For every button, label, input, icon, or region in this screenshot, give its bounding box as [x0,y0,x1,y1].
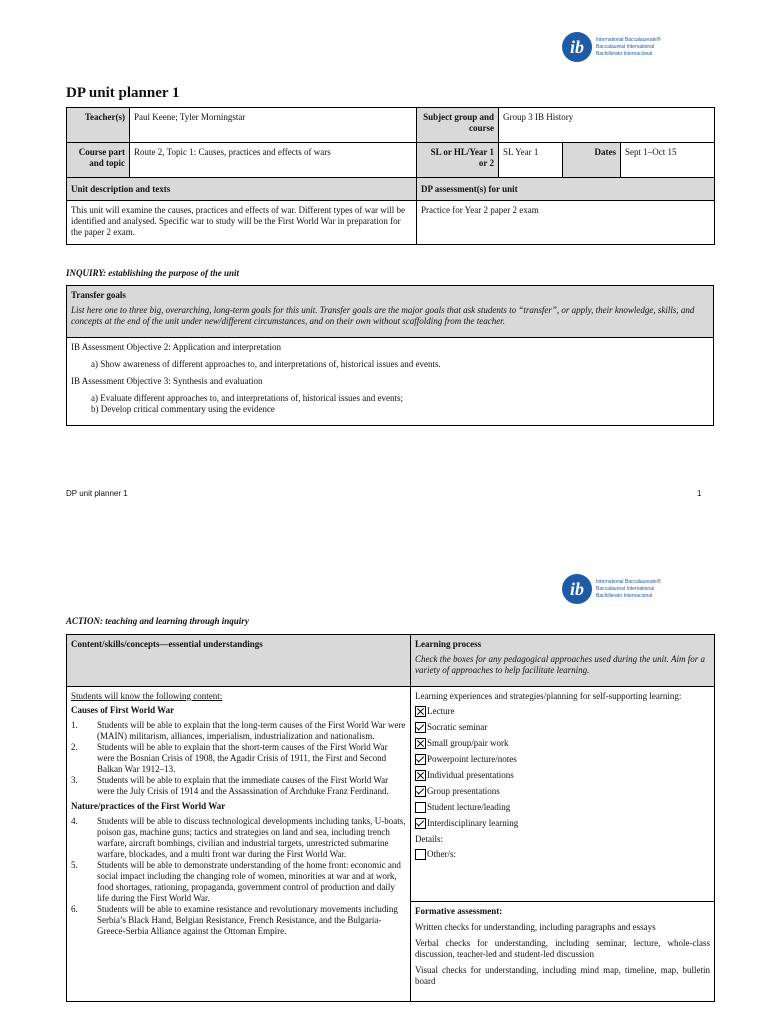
learning-label: Learning process [415,639,482,649]
dates-label: Dates [563,143,621,178]
transfer-goals-body [67,338,714,426]
checkbox-box[interactable] [415,738,426,749]
assessment-label: DP assessment(s) for unit [417,178,715,201]
checkbox-powerpoint[interactable]: Powerpoint lecture/notes [415,754,710,765]
ib-logo-text: International Baccalaureate® Baccalauréat International Bachillerato Internacional [596,578,661,599]
learning-header [411,635,715,687]
formative-item: Written checks for understanding, including paragraphs and essays [415,922,656,932]
unit-desc-value: This unit will examine the causes, practices and effects of war. Different types of war will be identified and analysed. Specific war to study will be the First World War in preparation for the paper 2 exam. [67,201,417,245]
checkbox-box[interactable] [415,722,426,733]
know-heading: Students will know the following content: [71,691,223,701]
list-item: 4. Students will be able to discuss technological developments including tanks, U-boats, poison gas, machine guns; tactics and strategies on land and sea, including trench warfare, aircraft bombings, civilian and industrial targets, unrestricted submarine warfare, blockades, and a multi front war during the First World War. [71,816,406,859]
objective-3-item: a) Evaluate different approaches to, and interpretations of, historical issues and events; [91,393,403,403]
formative-body [411,902,715,1002]
transfer-goals-label: Transfer goals [71,290,126,300]
checkbox-socratic-seminar[interactable]: Socratic seminar [415,722,710,733]
formative-label: Formative assessment: [415,906,503,916]
objective-3: IB Assessment Objective 3: Synthesis and evaluation [71,376,263,386]
checkbox-box[interactable] [415,706,426,717]
formative-item: Visual checks for understanding, including mind map, timeline, map, bulletin board [415,965,710,986]
objective-3-item: b) Develop critical commentary using the evidence [91,404,275,414]
ib-logo [562,32,661,62]
footer-page-number: 1 [697,489,702,498]
ib-logo-mark: ib [562,32,592,62]
checkbox-other[interactable]: Other/s: [415,849,710,860]
footer-left: DP unit planner 1 [66,489,128,498]
list-item: 3. Students will be able to explain that the immediate causes of the First World War were the July Crisis of 1914 and the Assassination of Archduke Franz Ferdinand. [71,775,389,796]
inquiry-heading: INQUIRY: establishing the purpose of the unit [66,268,240,278]
action-heading: ACTION: teaching and learning through inquiry [66,616,249,626]
nature-heading: Nature/practices of the First World War [71,801,226,811]
ib-logo [562,574,661,604]
transfer-goals-instructions: List here one to three big, overarching, long-term goals for this unit. Transfer goals are the major goals that ask students to “transfer”, or apply, their knowledge, skills, and concepts at the end of the unit under new/different circumstances, and on their own without scaffolding from the teacher. [71,305,695,326]
transfer-goals-header [67,286,714,338]
page-title: DP unit planner 1 [66,85,180,101]
checkbox-interdisciplinary[interactable]: Interdisciplinary learning [415,818,710,829]
level-label: SL or HL/Year 1 or 2 [417,143,499,178]
checkbox-box[interactable] [415,849,426,860]
checkbox-individual-presentations[interactable]: Individual presentations [415,770,710,781]
learning-body [411,687,715,902]
checkbox-box[interactable] [415,770,426,781]
checkbox-student-lecture[interactable]: Student lecture/leading [415,802,710,813]
content-body [67,687,411,1002]
causes-heading: Causes of First World War [71,705,175,715]
list-item: 1. Students will be able to explain that the long-term causes of the First World War were (MAIN) militarism, alliances, imperialism, industrialization and nationalism. [71,720,406,741]
list-item: 6. Students will be able to examine resistance and revolutionary movements including Serbia’s Black Hand, Belgian Resistance, French Resistance, and the Bulgaria-Greece-Serbia Alliance against the Ottoman Empire. [71,904,398,936]
assessment-value: Practice for Year 2 paper 2 exam [417,201,715,245]
ib-logo-text: International Baccalaureate® Baccalauréat International Bachillerato Internacional [596,36,661,57]
checkbox-box[interactable] [415,802,426,813]
unit-header-table [66,107,715,245]
strategies-intro: Learning experiences and strategies/planning for self-supporting learning: [415,691,682,701]
teachers-value: Paul Keene; Tyler Morningstar [130,108,417,143]
action-table [66,634,715,1002]
checkbox-lecture[interactable]: Lecture [415,706,710,717]
unit-desc-label: Unit description and texts [67,178,417,201]
checkbox-box[interactable] [415,786,426,797]
dates-value: Sept 1–Oct 15 [621,143,715,178]
course-part-label: Course part and topic [67,143,130,178]
formative-item: Verbal checks for understanding, including seminar, lecture, whole-class discussion, teacher-led and student-led discussion [415,938,710,959]
teachers-label: Teacher(s) [67,108,130,143]
details-label: Details: [415,834,443,844]
subject-label: Subject group and course [417,108,499,143]
content-header: Content/skills/concepts—essential understandings [67,635,411,687]
checkbox-group-presentations[interactable]: Group presentations [415,786,710,797]
list-item: 5. Students will be able to demonstrate understanding of the home front: economic and social impact including the changing role of women, minorities at war and at work, food shortages, rationing, propaganda, government control of production and daily life during the First World War. [71,860,401,903]
objective-2: IB Assessment Objective 2: Application and interpretation [71,342,281,352]
list-item: 2. Students will be able to explain that the short-term causes of the First World War were the Bosnian Crisis of 1908, the Agadir Crisis of 1911, the First and Second Balkan War 1912–13. [71,742,388,774]
transfer-goals-table [66,285,714,426]
learning-instructions: Check the boxes for any pedagogical approaches used during the unit. Aim for a variety of approaches to help facilitate learning. [415,654,705,675]
course-part-value: Route 2, Topic 1: Causes, practices and effects of wars [130,143,417,178]
subject-value: Group 3 IB History [499,108,715,143]
ib-logo-mark: ib [562,574,592,604]
level-value: SL Year 1 [499,143,563,178]
checkbox-small-group[interactable]: Small group/pair work [415,738,710,749]
checkbox-box[interactable] [415,818,426,829]
objective-2-item: a) Show awareness of different approaches to, and interpretations of, historical issues and events. [91,359,441,369]
checkbox-box[interactable] [415,754,426,765]
